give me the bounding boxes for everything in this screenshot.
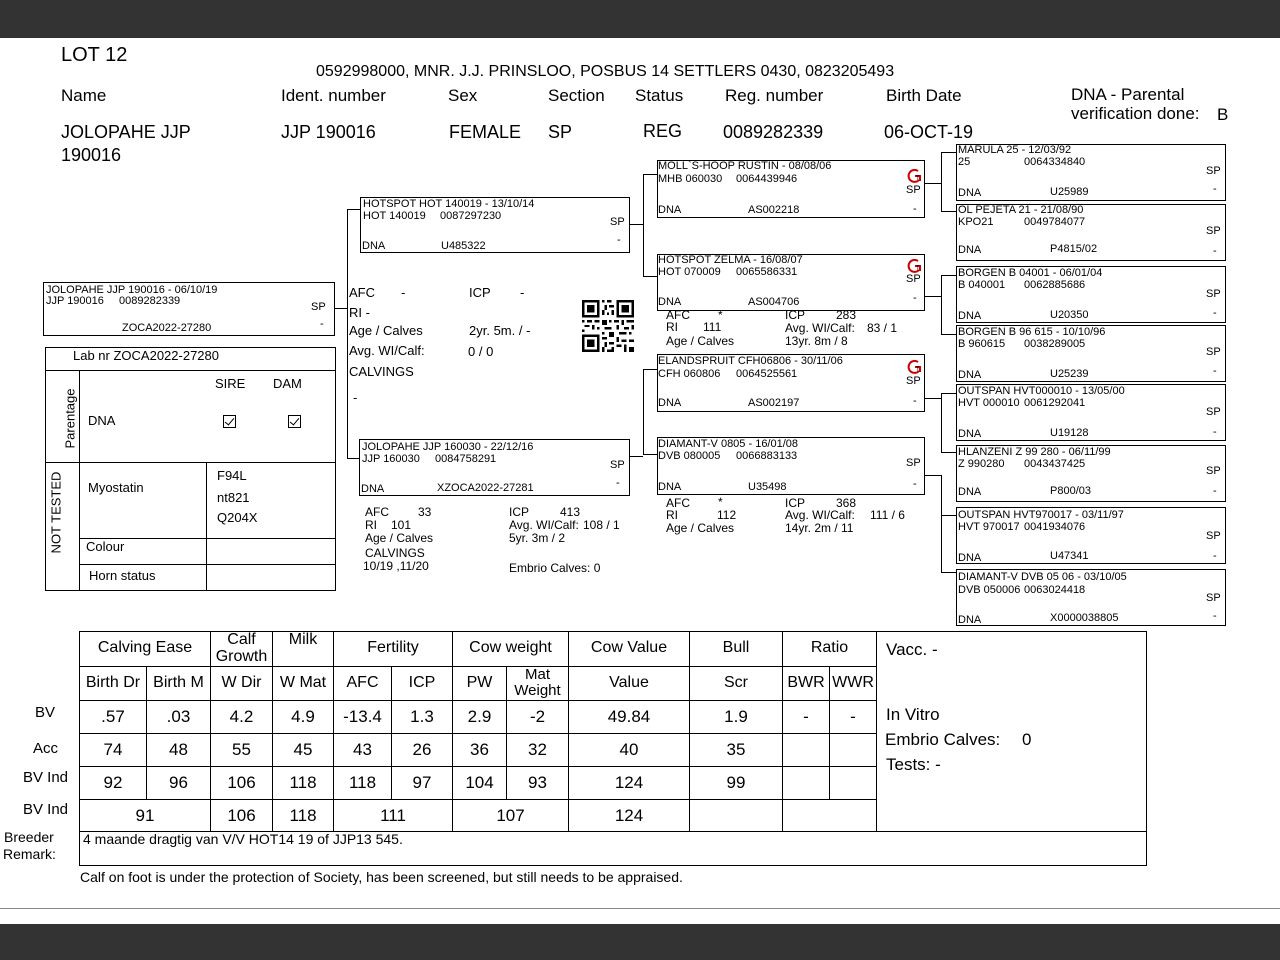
bv-cell: -2 (507, 700, 569, 733)
ggp-id: B 960615 (958, 338, 1006, 350)
header-name: Name (61, 86, 107, 105)
acc-cell: 43 (334, 733, 392, 766)
top-bar (0, 0, 1280, 38)
sire-label: SIRE (215, 376, 246, 391)
lab-number: Lab nr ZOCA2022-27280 (73, 348, 219, 363)
ggp-reg: 0049784077 (1024, 216, 1086, 228)
parentage-label: Parentage (62, 388, 78, 449)
header-reg: Reg. number (725, 86, 824, 105)
dam-embrio: Embrio Calves: 0 (509, 561, 601, 575)
ind-cell: 93 (507, 766, 569, 799)
dam-ri: RI (365, 518, 377, 532)
great-grandparent-box (956, 266, 1226, 323)
animal-sex: FEMALE (449, 122, 522, 142)
acc-cell (783, 733, 830, 766)
header-section: Section (548, 86, 605, 105)
ggp-title: OUTSPAN HVT970017 - 03/11/97 (958, 509, 1124, 521)
ind2-cell: 118 (273, 799, 334, 832)
dam-ri-value: 101 (391, 518, 412, 532)
gp-reg: 0064439946 (736, 173, 798, 185)
gp-dna-label: DNA (658, 204, 682, 216)
ind-cell (783, 766, 830, 799)
ggp-dna: U25239 (1050, 368, 1089, 380)
ind2-cell: 124 (569, 799, 690, 832)
acc-cell: 40 (569, 733, 690, 766)
dam-calvings: CALVINGS (365, 546, 425, 560)
myostatin-q204x: Q204X (217, 510, 258, 525)
sire-id: HOT 140019 (363, 210, 426, 222)
acc-cell: 74 (80, 733, 147, 766)
gd2-ri-value: 112 (717, 508, 737, 522)
vaccination-panel (877, 631, 1147, 832)
ind-cell (830, 766, 877, 799)
gp-title: HOTSPOT ZELMA - 16/08/07 (658, 254, 803, 266)
bv-cell: -13.4 (334, 700, 392, 733)
ggp-reg: 0038289005 (1024, 338, 1086, 350)
ind-cell: 124 (569, 766, 690, 799)
ggp-dna-label: DNA (958, 187, 982, 199)
pedigree-id: JJP 190016 (46, 295, 104, 307)
gd1-icp: ICP (785, 308, 806, 322)
ggp-id: B 040001 (958, 279, 1006, 291)
dam-age: Age / Calves (365, 531, 434, 545)
self-calvings-value: - (353, 390, 358, 405)
acc-cell: 45 (273, 733, 334, 766)
dam-title: JOLOPAHE JJP 160030 - 22/12/16 (362, 441, 534, 453)
ggp-section: SP (1206, 288, 1221, 300)
animal-reg: 0089282339 (723, 122, 824, 142)
qr-code (582, 300, 634, 352)
gp-title: MOLL`S-HOOP RUSTIN - 08/08/06 (658, 160, 832, 172)
grandparent-box (657, 437, 925, 495)
ggp-id: Z 990280 (958, 458, 1005, 470)
ind2-cell: 107 (453, 799, 569, 832)
gp-section: SP (906, 273, 921, 285)
not-tested-label: NOT TESTED (48, 471, 64, 554)
bv-cell: - (830, 700, 877, 733)
ind-cell: 106 (211, 766, 273, 799)
gp-reg: 0065586331 (736, 266, 798, 278)
dam-dna-checkbox (288, 415, 301, 428)
footer-note: Calf on foot is under the protection of Society, has been screened, but still needs to be appraised. (80, 869, 683, 885)
sire-dash: - (617, 234, 621, 246)
dam-dash: - (616, 477, 620, 489)
ggp-section: SP (1206, 346, 1221, 358)
pedigree-section: SP (311, 301, 326, 313)
bv-cell: 2.9 (453, 700, 507, 733)
col-w-dir: W Dir (211, 666, 273, 700)
dam-dna: XZOCA2022-27281 (437, 482, 534, 494)
ggp-dash: - (1213, 485, 1217, 497)
group-milk: Milk (273, 632, 334, 667)
gd2-icp-value: 368 (836, 496, 857, 510)
gd1-afc: AFC (666, 308, 690, 322)
col-scr: Scr (690, 666, 783, 700)
ggp-reg: 0061292041 (1024, 397, 1086, 409)
remark-text: 4 maande dragtig van V/V HOT14 19 of JJP13 545. (83, 831, 403, 847)
ggp-section: SP (1206, 592, 1221, 604)
society-logo-icon (907, 258, 923, 274)
acc-cell: 32 (507, 733, 569, 766)
ggp-title: MARULA 25 - 12/03/92 (958, 144, 1072, 156)
ind-cell: 99 (690, 766, 783, 799)
ggp-dna-label: DNA (958, 552, 982, 564)
gd2-age: Age / Calves (666, 521, 735, 535)
dam-id: JJP 160030 (362, 453, 420, 465)
bv-cell: .03 (147, 700, 211, 733)
pedigree-code: ZOCA2022-27280 (122, 322, 212, 334)
ggp-dna: U25989 (1050, 186, 1089, 198)
ggp-section: SP (1206, 406, 1221, 418)
gp-dna: U35498 (748, 481, 787, 493)
myostatin-nt821: nt821 (217, 490, 250, 505)
owner-line: 0592998000, MNR. J.J. PRINSLOO, POSBUS 14 SETTLERS 0430, 0823205493 (316, 63, 895, 80)
self-wi: Avg. WI/Calf: (349, 343, 425, 358)
sire-dna: U485322 (441, 240, 486, 252)
great-grandparent-box (956, 507, 1226, 564)
ggp-reg: 0043437425 (1024, 458, 1086, 470)
self-age: Age / Calves (349, 323, 423, 338)
self-ri: RI - (349, 305, 370, 320)
acc-cell: 36 (453, 733, 507, 766)
ggp-dna: U20350 (1050, 309, 1089, 321)
great-grandparent-box (956, 325, 1226, 382)
ind-cell: 96 (147, 766, 211, 799)
ggp-dna: P800/03 (1050, 485, 1091, 497)
great-grandparent-box (956, 445, 1226, 502)
ggp-dna-label: DNA (958, 614, 982, 626)
dam-box (359, 439, 630, 496)
ggp-dna: X0000038805 (1050, 612, 1119, 624)
remark-box (79, 831, 1147, 866)
group-cow-weight: Cow weight (453, 632, 569, 667)
dam-icp: ICP (509, 505, 530, 519)
gd2-age-value: 14yr. 2m / 11 (785, 521, 854, 535)
group-bull: Bull (690, 632, 783, 667)
gd1-afc-value: * (718, 308, 723, 322)
header-ident: Ident. number (281, 86, 386, 105)
gp-dna-label: DNA (658, 296, 682, 308)
ggp-title: HLANZENI Z 99 280 - 06/11/99 (958, 446, 1111, 458)
col-wwr: WWR (830, 666, 877, 700)
gp-dna: AS004706 (748, 296, 800, 308)
breeding-values-table (79, 631, 877, 833)
col-afc: AFC (334, 666, 392, 700)
embrio-calves-label: Embrio Calves: (885, 730, 1001, 749)
acc-cell: 55 (211, 733, 273, 766)
ggp-title: OL PEJETA 21 - 21/08/90 (958, 204, 1084, 216)
gd2-wi-value: 111 / 6 (870, 508, 905, 522)
grandparent-box (657, 160, 925, 218)
great-grandparent-box (956, 144, 1226, 201)
ind2-cell (690, 799, 783, 832)
gd1-age-value: 13yr. 8m / 8 (785, 334, 848, 348)
horn-status-label: Horn status (89, 568, 156, 583)
gp-id: MHB 060030 (658, 173, 723, 185)
bv-cell: 4.9 (273, 700, 334, 733)
acc-cell: 26 (392, 733, 453, 766)
dam-calvings-value: 10/19 ,11/20 (363, 559, 429, 573)
ggp-dash: - (1213, 426, 1217, 438)
footer-divider (0, 908, 1280, 909)
gd1-age: Age / Calves (666, 334, 735, 348)
self-wi-value: 0 / 0 (468, 344, 494, 359)
gp-reg: 0066883133 (736, 450, 798, 462)
embrio-calves-value: 0 (1022, 730, 1032, 749)
acc-cell: 35 (690, 733, 783, 766)
header-dna-verif-2: verification done: (1071, 104, 1200, 123)
ggp-title: BORGEN B 96 615 - 10/10/96 (958, 326, 1106, 338)
col-bwr: BWR (783, 666, 830, 700)
sire-dna-checkbox (223, 415, 236, 428)
society-logo-icon (907, 359, 923, 375)
acc-cell (830, 733, 877, 766)
sire-title: HOTSPOT HOT 140019 - 13/10/14 (363, 198, 535, 210)
dam-afc-value: 33 (418, 505, 432, 519)
ggp-id: DVB 050006 (958, 584, 1021, 596)
self-calvings: CALVINGS (349, 364, 414, 379)
animal-ident: JJP 190016 (281, 122, 376, 142)
ggp-dash: - (1213, 245, 1217, 257)
gp-section: SP (906, 457, 921, 469)
ggp-title: OUTSPAN HVT000010 - 13/05/00 (958, 385, 1125, 397)
self-afc-value: - (401, 285, 406, 300)
dam-reg: 0084758291 (435, 453, 497, 465)
group-calf-growth: Calf Growth (211, 632, 273, 667)
col-w-mat: W Mat (273, 666, 334, 700)
ggp-reg: 0063024418 (1024, 584, 1086, 596)
animal-status: REG (643, 121, 683, 141)
gp-title: ELANDSPRUIT CFH06806 - 30/11/06 (658, 355, 843, 367)
col-icp: ICP (392, 666, 453, 700)
ggp-section: SP (1206, 465, 1221, 477)
dam-section: SP (610, 459, 625, 471)
self-age-value: 2yr. 5m. / - (469, 323, 531, 338)
group-cow-value: Cow Value (569, 632, 690, 667)
gp-title: DIAMANT-V 0805 - 16/01/08 (658, 438, 799, 450)
colour-label: Colour (86, 539, 125, 554)
ggp-section: SP (1206, 530, 1221, 542)
gp-reg: 0064525561 (736, 368, 798, 380)
society-logo-icon (907, 168, 923, 184)
great-grandparent-box (956, 569, 1226, 626)
gp-dna: AS002218 (748, 204, 800, 216)
bottom-bar (0, 924, 1280, 960)
myostatin-f94l: F94L (217, 468, 247, 483)
ggp-dna: U47341 (1050, 550, 1089, 562)
dna-verif-value: B (1217, 105, 1229, 124)
bv-cell: .57 (80, 700, 147, 733)
header-sex: Sex (448, 86, 478, 105)
row-label-bv-ind-2: BV Ind (23, 801, 69, 818)
ggp-dna-label: DNA (958, 369, 982, 381)
remark-label: Breeder (4, 829, 54, 845)
ind2-cell (783, 799, 877, 832)
group-fertility: Fertility (334, 632, 453, 667)
ggp-id: KPO21 (958, 216, 994, 228)
ggp-dash: - (1213, 610, 1217, 622)
ind-cell: 104 (453, 766, 507, 799)
ggp-title: DIAMANT-V DVB 05 06 - 03/10/05 (958, 571, 1127, 583)
gd1-wi: Avg. WI/Calf: (785, 321, 855, 335)
sire-reg: 0087297230 (440, 210, 502, 222)
ggp-dna-label: DNA (958, 486, 982, 498)
gd1-ri: RI (666, 320, 678, 334)
sire-dna-label: DNA (362, 240, 386, 252)
dam-label: DAM (273, 376, 302, 391)
bv-cell: 49.84 (569, 700, 690, 733)
dam-icp-value: 413 (560, 505, 581, 519)
acc-cell: 48 (147, 733, 211, 766)
gp-dash: - (913, 203, 917, 215)
gp-dna-label: DNA (658, 481, 682, 493)
svg-text:T: T (916, 266, 920, 272)
bv-cell: 1.3 (392, 700, 453, 733)
gp-id: HOT 070009 (658, 266, 721, 278)
ind2-cell: 111 (334, 799, 453, 832)
group-calving-ease: Calving Ease (80, 632, 211, 667)
gd2-ri: RI (666, 508, 678, 522)
group-ratio: Ratio (783, 632, 877, 667)
ggp-dna-label: DNA (958, 428, 982, 440)
ind-cell: 92 (80, 766, 147, 799)
gp-dash: - (913, 395, 917, 407)
ggp-title: BORGEN B 04001 - 06/01/04 (958, 267, 1103, 279)
ggp-id: 25 (958, 156, 971, 168)
animal-birth: 06-OCT-19 (884, 122, 974, 142)
dam-wi-value: 108 / 1 (583, 518, 620, 532)
dam-afc: AFC (365, 505, 389, 519)
gd1-wi-value: 83 / 1 (867, 321, 898, 335)
vacc-label: Vacc. - (886, 640, 938, 659)
self-icp-value: - (520, 285, 525, 300)
great-grandparent-box (956, 384, 1226, 441)
myostatin-label: Myostatin (88, 480, 144, 495)
ggp-dna-label: DNA (958, 310, 982, 322)
ind-cell: 97 (392, 766, 453, 799)
ggp-dash: - (1213, 550, 1217, 562)
in-vitro-label: In Vitro (886, 705, 940, 724)
gd1-icp-value: 283 (836, 308, 857, 322)
pedigree-dash: - (320, 318, 324, 330)
gd2-afc-value: * (718, 495, 723, 509)
bv-cell: 1.9 (690, 700, 783, 733)
svg-text:T: T (916, 367, 920, 373)
ggp-dna-label: DNA (958, 244, 982, 256)
animal-name: JOLOPAHE JJP (61, 122, 191, 142)
row-label-bv-ind: BV Ind (23, 769, 69, 786)
col-birth-dr: Birth Dr (80, 666, 147, 700)
gp-dna-label: DNA (658, 397, 682, 409)
col-pw: PW (453, 666, 507, 700)
ggp-section: SP (1206, 225, 1221, 237)
ggp-reg: 0041934076 (1024, 521, 1086, 533)
ggp-reg: 0062885686 (1024, 279, 1086, 291)
col-birth-m: Birth M (147, 666, 211, 700)
ind2-cell: 106 (211, 799, 273, 832)
gd2-wi: Avg. WI/Calf: (785, 508, 855, 522)
lot-number: LOT 12 (61, 44, 128, 66)
header-status: Status (635, 86, 684, 105)
bv-cell: - (783, 700, 830, 733)
self-afc: AFC (349, 285, 375, 300)
animal-pedigree-box (43, 282, 335, 336)
ggp-dna: P4815/02 (1050, 243, 1098, 255)
header-dna-verif: DNA - Parental (1071, 85, 1185, 104)
pedigree-reg: 0089282339 (119, 295, 181, 307)
gp-dash: - (913, 292, 917, 304)
header-birth: Birth Date (886, 86, 962, 105)
gp-dash: - (913, 478, 917, 490)
animal-name-2: 190016 (61, 145, 122, 165)
sire-box (360, 197, 630, 253)
gp-section: SP (906, 184, 921, 196)
dna-label: DNA (88, 413, 116, 428)
sire-section: SP (610, 216, 625, 228)
tests-label: Tests: - (886, 755, 941, 774)
gd2-afc: AFC (666, 496, 690, 510)
ggp-section: SP (1206, 165, 1221, 177)
ind2-cell: 91 (80, 799, 211, 832)
pedigree-title: JOLOPAHE JJP 190016 - 06/10/19 (46, 284, 218, 296)
self-icp: ICP (469, 285, 491, 300)
great-grandparent-box (956, 204, 1226, 261)
grandparent-box (657, 254, 925, 311)
gd2-icp: ICP (785, 496, 806, 510)
grandparent-box (657, 354, 925, 412)
ind-cell: 118 (273, 766, 334, 799)
gp-dna: AS002197 (748, 397, 800, 409)
col-value: Value (569, 666, 690, 700)
bv-cell: 4.2 (211, 700, 273, 733)
animal-section: SP (548, 122, 573, 142)
col-mat-weight: Mat Weight (507, 666, 569, 700)
gd1-ri-value: 111 (703, 320, 722, 334)
ggp-dash: - (1213, 365, 1217, 377)
dam-dna-label: DNA (361, 483, 385, 495)
dam-age-value: 5yr. 3m / 2 (509, 531, 566, 545)
dam-wi: Avg. WI/Calf: (509, 518, 579, 532)
row-label-bv: BV (35, 704, 56, 721)
ggp-dna: U19128 (1050, 427, 1089, 439)
ggp-id: HVT 970017 (958, 521, 1020, 533)
ggp-id: HVT 000010 (958, 397, 1020, 409)
remark-label-2: Remark: (3, 846, 56, 862)
gp-section: SP (906, 375, 921, 387)
svg-text:T: T (916, 176, 920, 182)
ggp-dash: - (1213, 183, 1217, 195)
ggp-reg: 0064334840 (1024, 156, 1086, 168)
gp-id: CFH 060806 (658, 368, 721, 380)
ggp-dash: - (1213, 307, 1217, 319)
row-label-acc: Acc (33, 740, 59, 757)
ind-cell: 118 (334, 766, 392, 799)
gp-id: DVB 080005 (658, 450, 721, 462)
